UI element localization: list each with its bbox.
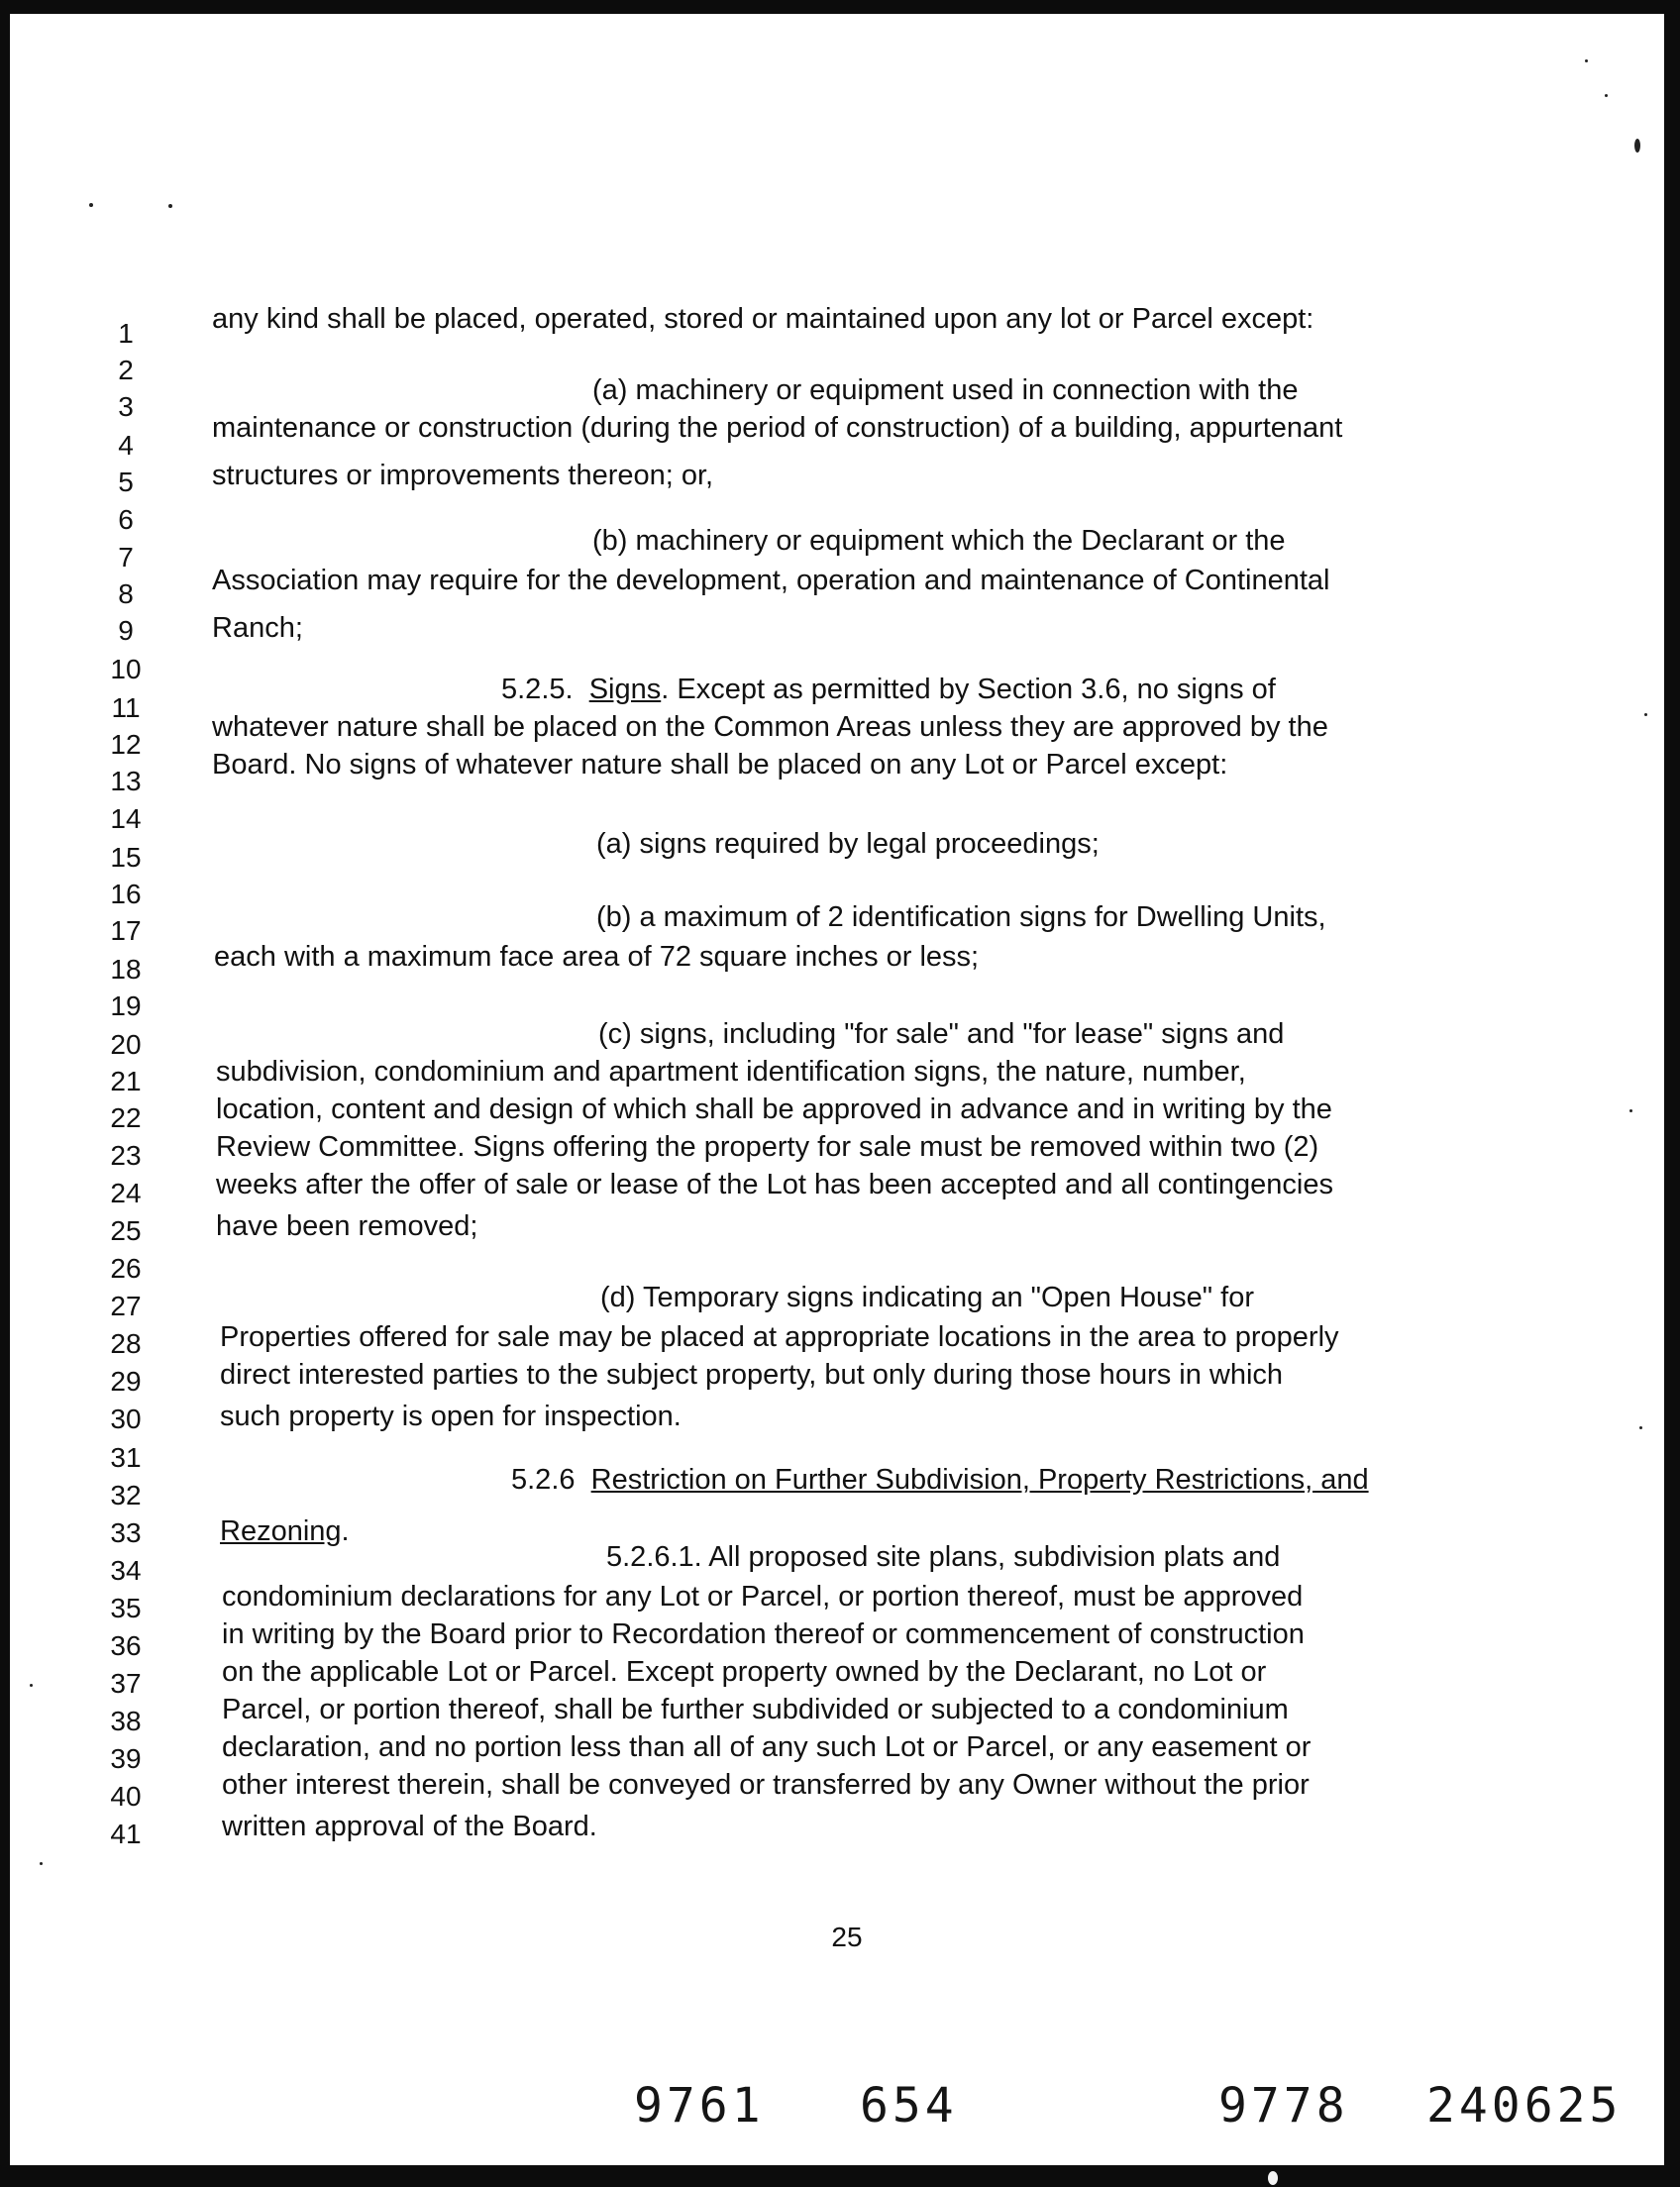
line-number: 1 <box>118 318 134 349</box>
line-number: 33 <box>110 1517 142 1548</box>
line-number: 17 <box>110 915 142 946</box>
scan-speck <box>1585 59 1588 62</box>
line-number: 18 <box>110 954 142 985</box>
text-line: whatever nature shall be placed on the Common Areas unless they are approved by the <box>212 711 1328 743</box>
line-number: 10 <box>110 654 142 684</box>
text-line: Board. No signs of whatever nature shall be placed on any Lot or Parcel except: <box>212 749 1228 781</box>
text-line: on the applicable Lot or Parcel. Except property owned by the Declarant, no Lot or <box>222 1656 1267 1688</box>
line-number: 27 <box>110 1291 142 1321</box>
page-number: 25 <box>831 1922 863 1952</box>
text-line: Properties offered for sale may be placed at appropriate locations in the area to properly <box>220 1321 1339 1353</box>
line-number: 19 <box>110 990 142 1021</box>
text-line: subdivision, condominium and apartment identification signs, the nature, number, <box>216 1056 1246 1088</box>
line-number: 39 <box>110 1743 142 1774</box>
text-line: in writing by the Board prior to Recordation thereof or commencement of construction <box>222 1618 1305 1650</box>
text-line: (b) machinery or equipment which the Declarant or the <box>592 525 1286 557</box>
text-line: (b) a maximum of 2 identification signs for Dwelling Units, <box>596 901 1326 933</box>
line-number: 8 <box>118 578 134 609</box>
bates-number: 654 <box>860 2078 958 2134</box>
scan-speck <box>1639 1426 1642 1429</box>
text-line: declaration, and no portion less than all of any such Lot or Parcel, or any easement or <box>222 1731 1312 1763</box>
line-number: 28 <box>110 1328 142 1359</box>
text-line: other interest therein, shall be conveyed or transferred by any Owner without the prior <box>222 1769 1310 1801</box>
section-heading-5-2-5 <box>501 674 1276 705</box>
line-number: 32 <box>110 1480 142 1510</box>
text-line: such property is open for inspection. <box>220 1401 682 1432</box>
section-title: Signs <box>588 674 662 705</box>
scan-speck <box>1268 2171 1278 2185</box>
line-number: 30 <box>110 1404 142 1434</box>
text-line: location, content and design of which shall be approved in advance and in writing by the <box>216 1094 1332 1125</box>
text-line: Review Committee. Signs offering the property for sale must be removed within two (2) <box>216 1131 1319 1163</box>
line-number: 23 <box>110 1140 142 1171</box>
section-lead-text: . Except as permitted by Section 3.6, no signs of <box>661 674 1276 705</box>
scan-speck <box>1605 94 1608 97</box>
section-title-word: Rezoning <box>220 1515 342 1547</box>
section-title-period: . <box>341 1515 350 1547</box>
text-line: (d) Temporary signs indicating an "Open House" for <box>600 1282 1254 1313</box>
line-number: 26 <box>110 1253 142 1284</box>
line-number: 20 <box>110 1029 142 1060</box>
scan-speck <box>89 203 93 207</box>
bates-number: 9778 <box>1218 2078 1349 2134</box>
line-number: 14 <box>110 803 142 834</box>
text-line: have been removed; <box>216 1210 478 1242</box>
text-line: direct interested parties to the subject property, but only during those hours in which <box>220 1359 1284 1391</box>
line-number: 25 <box>110 1215 142 1246</box>
line-number: 7 <box>118 542 134 573</box>
text-line: structures or improvements thereon; or, <box>212 460 714 491</box>
text-line: Parcel, or portion thereof, shall be further subdivided or subjected to a condominium <box>222 1694 1289 1725</box>
scan-speck <box>168 204 172 208</box>
section-title-continuation <box>220 1515 350 1547</box>
line-number: 13 <box>110 766 142 796</box>
line-number: 31 <box>110 1442 142 1473</box>
scan-speck <box>1629 1109 1632 1112</box>
text-line: 5.2.6.1. All proposed site plans, subdivision plats and <box>606 1541 1281 1573</box>
line-number: 34 <box>110 1555 142 1586</box>
line-number: 5 <box>118 467 134 497</box>
text-line: each with a maximum face area of 72 square inches or less; <box>214 941 980 973</box>
section-heading-5-2-6 <box>511 1464 1369 1496</box>
line-number: 3 <box>118 391 134 422</box>
line-number: 2 <box>118 355 134 385</box>
line-number: 6 <box>118 504 134 535</box>
line-number: 29 <box>110 1366 142 1397</box>
line-number: 9 <box>118 615 134 646</box>
scan-speck <box>1644 713 1647 716</box>
line-number: 40 <box>110 1781 142 1812</box>
text-line: Ranch; <box>212 612 303 644</box>
bates-number: 240625 <box>1426 2078 1623 2134</box>
line-number: 35 <box>110 1593 142 1623</box>
text-line: maintenance or construction (during the period of construction) of a building, appurtenant <box>212 412 1343 444</box>
bates-number: 9761 <box>634 2078 765 2134</box>
text-line: (a) machinery or equipment used in connection with the <box>592 374 1299 406</box>
line-number: 15 <box>110 842 142 873</box>
line-number: 4 <box>118 430 134 461</box>
text-line: weeks after the offer of sale or lease of the Lot has been accepted and all contingencies <box>216 1169 1333 1200</box>
section-number: 5.2.6 <box>511 1464 576 1496</box>
scan-speck <box>40 1862 43 1865</box>
line-number: 36 <box>110 1630 142 1661</box>
line-number: 38 <box>110 1706 142 1736</box>
text-line: written approval of the Board. <box>222 1811 597 1842</box>
line-number: 22 <box>110 1102 142 1133</box>
line-number: 16 <box>110 879 142 909</box>
scan-speck <box>30 1684 33 1687</box>
line-number: 21 <box>110 1066 142 1096</box>
text-line: Association may require for the development, operation and maintenance of Continental <box>212 565 1330 596</box>
text-line: any kind shall be placed, operated, stored or maintained upon any lot or Parcel except: <box>212 303 1314 335</box>
scan-speck <box>1634 139 1640 153</box>
line-number: 41 <box>110 1819 142 1849</box>
line-number: 12 <box>110 729 142 760</box>
section-title: Restriction on Further Subdivision, Property Restrictions, and <box>590 1464 1369 1496</box>
section-number: 5.2.5. <box>501 674 574 705</box>
line-number: 24 <box>110 1178 142 1208</box>
text-line: (c) signs, including "for sale" and "for lease" signs and <box>598 1018 1285 1050</box>
line-number: 37 <box>110 1668 142 1699</box>
text-line: condominium declarations for any Lot or Parcel, or portion thereof, must be approved <box>222 1581 1304 1613</box>
line-number: 11 <box>111 692 141 723</box>
text-line: (a) signs required by legal proceedings; <box>596 828 1100 860</box>
